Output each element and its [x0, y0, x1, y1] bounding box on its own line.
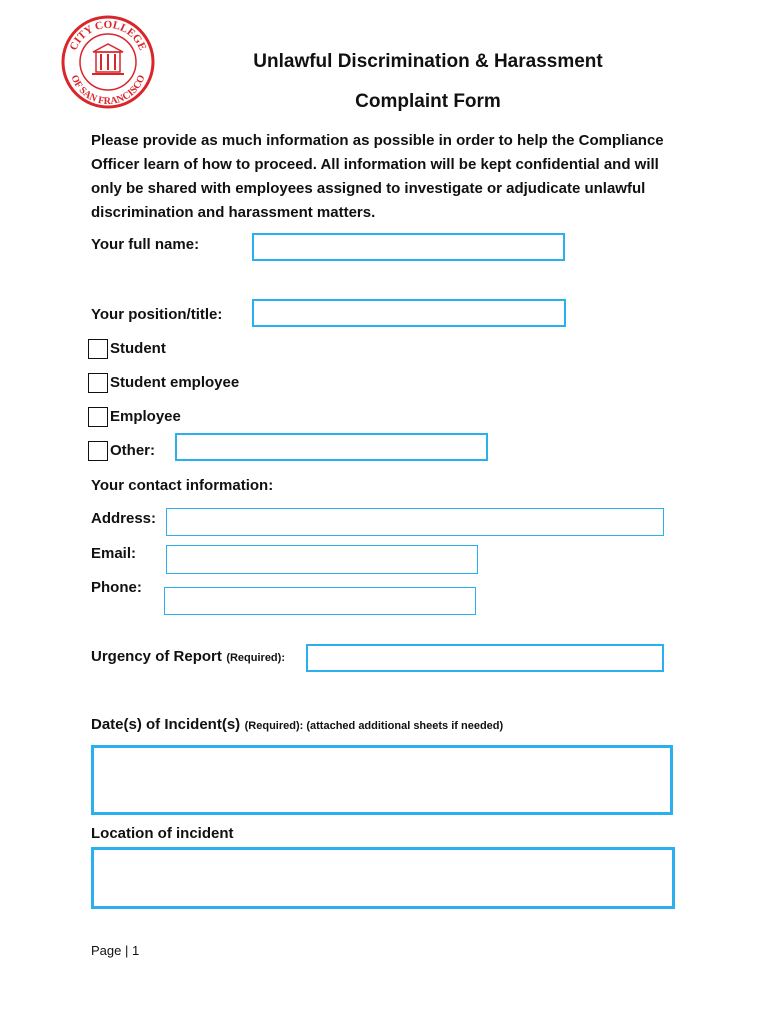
email-input[interactable] — [167, 546, 477, 573]
position-input[interactable] — [254, 301, 564, 325]
urgency-input[interactable] — [308, 646, 662, 670]
position-label: Your position/title: — [91, 306, 223, 323]
urgency-required-note: (Required): — [226, 652, 285, 664]
page-subtitle: Complaint Form — [355, 91, 501, 112]
phone-label: Phone: — [91, 579, 142, 596]
dates-textarea[interactable] — [94, 748, 670, 812]
student-employee-option-label: Student employee — [110, 374, 240, 391]
address-input[interactable] — [167, 509, 663, 535]
email-field[interactable] — [166, 545, 478, 574]
contact-heading: Your contact information: — [91, 477, 274, 494]
full-name-input[interactable] — [254, 235, 563, 259]
svg-text:OF SAN FRANCISCO: OF SAN FRANCISCO — [68, 73, 148, 108]
student-checkbox[interactable] — [88, 339, 108, 359]
full-name-label: Your full name: — [91, 236, 200, 253]
full-name-field[interactable] — [252, 233, 565, 261]
page-number: Page | 1 — [91, 943, 140, 958]
page-title: Unlawful Discrimination & Harassment — [253, 51, 603, 72]
urgency-label-row — [91, 648, 285, 666]
student-employee-checkbox[interactable] — [88, 373, 108, 393]
employee-option-label: Employee — [110, 408, 181, 425]
urgency-field[interactable] — [306, 644, 664, 672]
dates-label-row — [91, 716, 503, 734]
svg-text:CITY COLLEGE: CITY COLLEGE — [67, 19, 149, 53]
other-input[interactable] — [177, 435, 486, 459]
phone-input[interactable] — [165, 588, 475, 614]
email-label: Email: — [91, 545, 137, 562]
other-field[interactable] — [175, 433, 488, 461]
address-field[interactable] — [166, 508, 664, 536]
address-label: Address: — [91, 510, 157, 527]
location-field[interactable] — [91, 847, 675, 909]
employee-checkbox[interactable] — [88, 407, 108, 427]
dates-label: Date(s) of Incident(s) — [91, 716, 241, 733]
student-option-label: Student — [110, 340, 166, 357]
urgency-label: Urgency of Report — [91, 648, 222, 665]
location-label: Location of incident — [91, 825, 234, 842]
phone-field[interactable] — [164, 587, 476, 615]
other-checkbox[interactable] — [88, 441, 108, 461]
dates-field[interactable] — [91, 745, 673, 815]
other-option-label: Other: — [110, 442, 155, 459]
location-textarea[interactable] — [94, 850, 672, 906]
intro-paragraph: Please provide as much information as possible in order to help the Compliance Officer learn of how to proceed. All information will be kept confidential and will only be shared with employees assigned to investigate or adjudicate unlawful discrimination and harassment matters. — [91, 132, 664, 221]
dates-required-note: (Required): (attached additional sheets if needed) — [244, 720, 504, 732]
position-field[interactable] — [252, 299, 566, 327]
